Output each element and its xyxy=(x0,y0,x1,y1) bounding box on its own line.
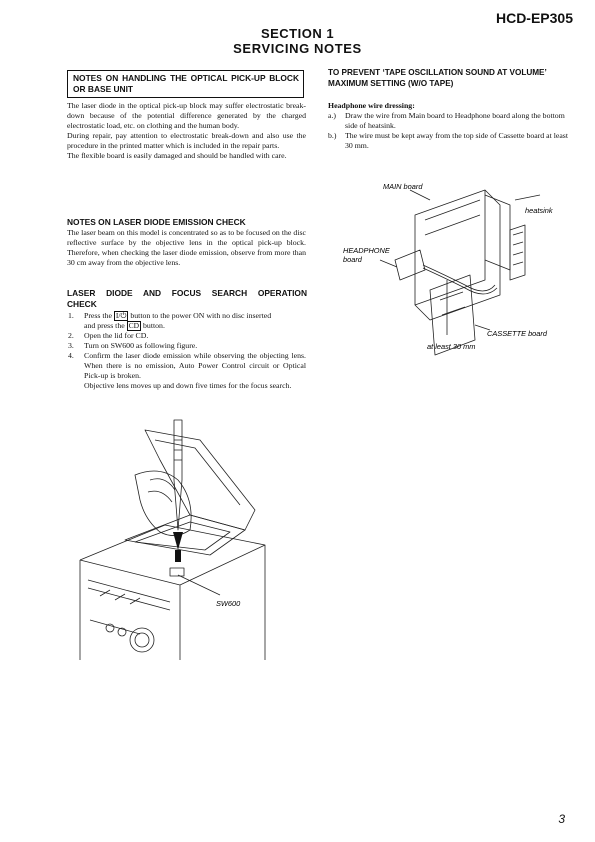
step-number: 2. xyxy=(68,331,74,340)
handling-notes-heading: NOTES ON HANDLING THE OPTICAL PICK-UP BLOCK OR BASE UNIT xyxy=(67,70,304,98)
step-text: button. xyxy=(141,321,165,330)
step-item xyxy=(67,311,306,331)
emission-check-heading: NOTES ON LASER DIODE EMISSION CHECK xyxy=(67,217,246,227)
handling-notes-paragraph: The laser diode in the optical pick-up block may suffer electrostatic break-down because of the potential difference generated by the charged electrostatic load, etc. on clothing and the human body. xyxy=(67,101,306,130)
prevent-heading-line1: TO PREVENT ‘TAPE OSCILLATION SOUND AT VOLUME’ xyxy=(328,68,547,77)
focus-check-heading-line2: CHECK xyxy=(67,299,97,309)
model-number: HCD-EP305 xyxy=(495,10,573,26)
focus-check-heading-line1: LASER DIODE AND FOCUS SEARCH OPERATION xyxy=(67,288,307,298)
step-item xyxy=(67,331,306,341)
item-text: The wire must be kept away from the top side of Cassette board at least 30 mm. xyxy=(345,130,569,150)
step-text: Open the lid for CD. xyxy=(84,331,149,340)
sw600-label: SW600 xyxy=(216,599,241,608)
sw600-leader xyxy=(178,575,220,595)
hand-fingers xyxy=(148,479,175,502)
headphone-leader xyxy=(380,260,397,267)
main-board-leader xyxy=(410,190,430,200)
step-note: Objective lens moves up and down five times for the focus search. xyxy=(84,380,292,390)
dressing-item xyxy=(328,131,572,151)
step-text: button to the power ON with no disc inserted xyxy=(128,311,272,320)
heatsink-label: heatsink xyxy=(525,206,553,215)
sw600-switch xyxy=(170,568,184,576)
volume-knob-inner xyxy=(135,633,149,647)
cassette-board-detail xyxy=(440,292,465,315)
power-key-label: I/⏻ xyxy=(115,311,127,320)
heatsink-leader xyxy=(515,195,540,200)
wire-dressing-figure xyxy=(335,175,575,355)
step-number: 4. xyxy=(68,350,74,360)
handling-notes-body xyxy=(67,101,306,160)
emission-check-body: The laser beam on this model is concentrated so as to be focused on the disc reflective surface by the objective lens in the optical pick-up block. Therefore, when checking the laser diode emission, observe from more than 30 cm away from the objective lens. xyxy=(67,228,306,267)
screwdriver-grip xyxy=(174,440,182,460)
step-item xyxy=(67,351,306,391)
section-number: SECTION 1 xyxy=(260,26,335,41)
section-title: SERVICING NOTES xyxy=(233,41,362,56)
main-board-detail xyxy=(425,200,480,235)
item-label: b.) xyxy=(328,130,337,140)
step-number: 1. xyxy=(68,311,74,320)
step-text: Press the xyxy=(84,311,114,320)
step-text: Turn on SW600 as following figure. xyxy=(84,340,198,350)
main-board-label: MAIN board xyxy=(383,182,423,191)
headphone-board xyxy=(395,250,425,280)
arrow-shaft xyxy=(175,550,181,562)
wire-dressing-list xyxy=(328,111,572,151)
main-board-edge xyxy=(415,190,485,305)
headphone-wire xyxy=(423,265,495,291)
unit-body-outline xyxy=(80,525,265,660)
cd-tray-inner xyxy=(135,522,230,550)
cassette-board-label: CASSETTE board xyxy=(487,329,547,338)
dressing-item xyxy=(328,111,572,131)
headphone-board-label-line2: board xyxy=(343,255,362,264)
step-text: and press the xyxy=(84,321,127,330)
sw600-figure xyxy=(70,420,270,660)
volume-knob xyxy=(130,628,154,652)
step-number: 3. xyxy=(68,340,74,350)
handling-notes-paragraph: During repair, pay attention to electrostatic break-down and also use the procedure in the printed matter which is included in the repair parts. xyxy=(67,130,306,150)
headphone-subheading: Headphone wire dressing: xyxy=(328,101,415,110)
heatsink-part xyxy=(485,195,510,270)
lid-detail xyxy=(155,440,240,505)
focus-check-steps xyxy=(67,311,306,390)
headphone-wire-2 xyxy=(423,268,497,294)
cd-compartment xyxy=(125,515,245,555)
cd-key-label: CD xyxy=(128,321,140,330)
prevent-heading-line2: MAXIMUM SETTING (W/O TAPE) xyxy=(328,79,454,88)
item-label: a.) xyxy=(328,111,337,120)
step-item xyxy=(67,341,306,351)
cd-lid xyxy=(145,430,255,530)
item-text: Draw the wire from Main board to Headphone board along the bottom side of heatsink. xyxy=(345,111,565,130)
step-text: Confirm the laser diode emission while observing the objecting lens. When there is no emission, Auto Power Control circuit or Optical Pick-up is broken. xyxy=(84,350,306,380)
distance-label: at least 30 mm xyxy=(427,342,476,351)
handling-notes-paragraph: The flexible board is easily damaged and should be handled with care. xyxy=(67,150,287,160)
page-number: 3 xyxy=(558,812,565,826)
heatsink-fin-lines xyxy=(513,232,523,265)
headphone-board-label-line1: HEADPHONE xyxy=(343,246,390,255)
front-panel-lines xyxy=(88,580,170,634)
